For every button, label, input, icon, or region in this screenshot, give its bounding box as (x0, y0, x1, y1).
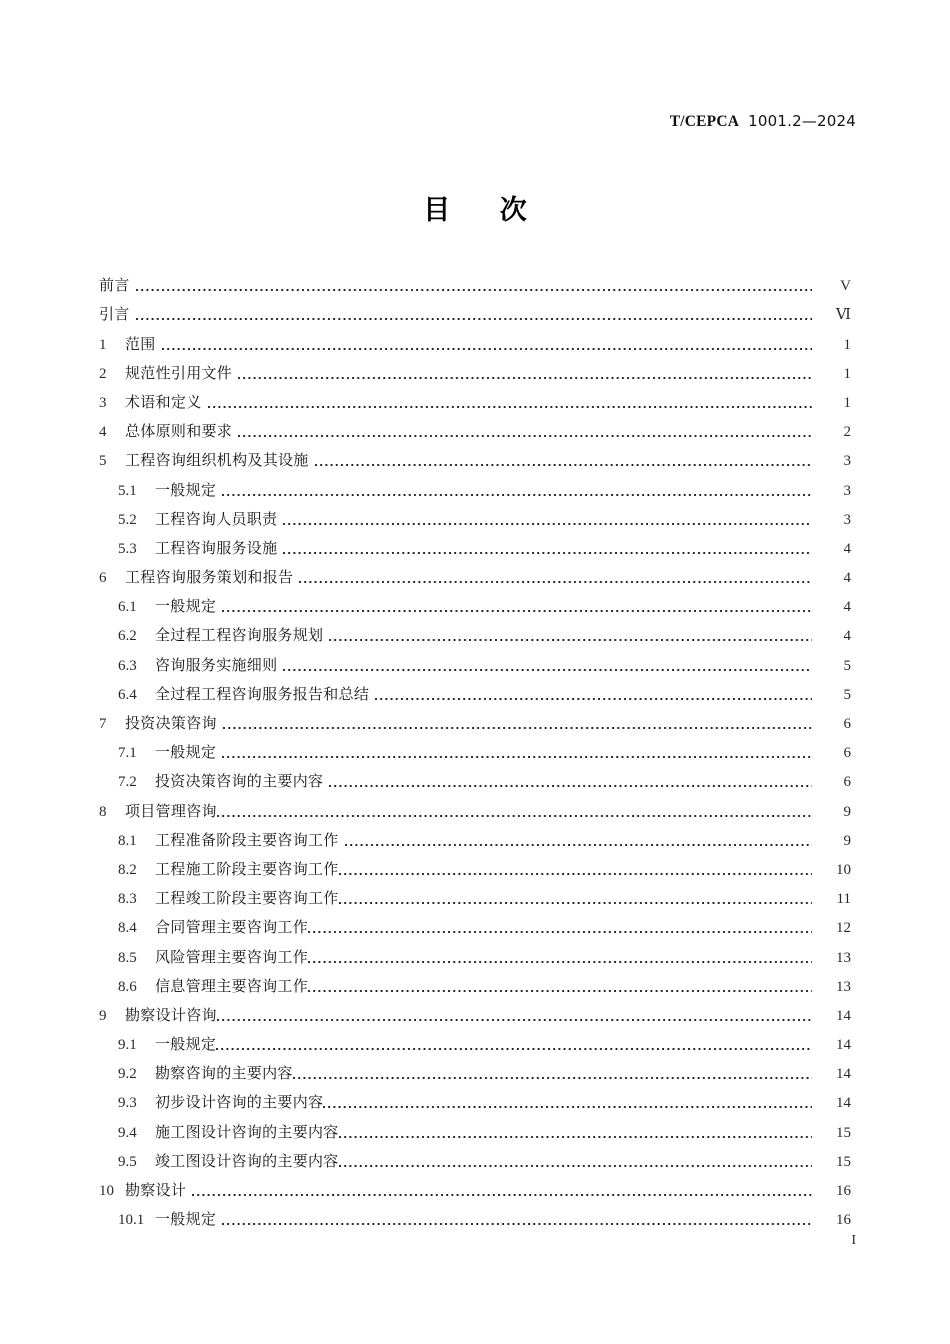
toc-entry-number: 6.2 (118, 628, 137, 645)
toc-entry-label: 术语和定义 (125, 392, 202, 411)
toc-entry[interactable] (99, 558, 851, 587)
toc-entry-label: 一般规定 (155, 1210, 217, 1229)
toc-entry-page: 4 (843, 599, 851, 616)
toc-dot-leader (323, 1100, 812, 1109)
toc-dot-leader (283, 663, 812, 672)
page-folio: I (851, 1233, 856, 1248)
toc-entry[interactable] (99, 470, 851, 499)
toc-entry-number: 8.2 (118, 861, 137, 878)
toc-dot-leader (238, 371, 812, 380)
toc-dot-leader (216, 1042, 812, 1051)
toc-entry-label: 勘察咨询的主要内容 (155, 1064, 293, 1083)
toc-entry[interactable] (99, 529, 851, 558)
toc-entry-label: 一般规定 (155, 1035, 217, 1054)
toc-entry-number: 9.3 (118, 1095, 137, 1112)
toc-dot-leader (136, 312, 812, 321)
toc-entry-label: 工程准备阶段主要咨询工作 (155, 830, 339, 849)
toc-entry-page: Ⅵ (835, 307, 851, 324)
toc-dot-leader (238, 429, 812, 438)
toc-dot-leader (329, 779, 812, 788)
toc-entry[interactable] (99, 1054, 851, 1083)
toc-entry[interactable] (99, 1025, 851, 1054)
toc-entry-number: 9 (99, 1007, 107, 1024)
toc-entry-page: 14 (836, 1095, 851, 1112)
standard-number: 1001.2—2024 (748, 112, 856, 130)
toc-entry[interactable] (99, 354, 851, 383)
toc-entry-number: 5.2 (118, 511, 137, 528)
toc-entry-label: 一般规定 (155, 597, 217, 616)
toc-entry[interactable] (99, 791, 851, 820)
toc-dot-leader (339, 896, 812, 905)
toc-entry-label: 合同管理主要咨询工作 (155, 918, 309, 937)
toc-entry-page: 6 (843, 774, 851, 791)
toc-entry-number: 6.3 (118, 657, 137, 674)
page-title: 目 次 (423, 195, 547, 226)
toc-entry-label: 工程咨询服务策划和报告 (125, 568, 294, 587)
toc-dot-leader (222, 604, 812, 613)
toc-entry-label: 引言 (99, 305, 130, 324)
toc-entry-label: 范围 (125, 334, 156, 353)
toc-dot-leader (339, 1130, 812, 1139)
toc-entry-label: 全过程工程咨询服务规划 (155, 626, 324, 645)
toc-entry-label: 总体原则和要求 (125, 422, 233, 441)
toc-entry-page: 1 (843, 365, 851, 382)
toc-entry-page: 2 (843, 424, 851, 441)
toc-dot-leader (162, 342, 812, 351)
toc-entry[interactable] (99, 645, 851, 674)
toc-entry-page: 16 (836, 1183, 851, 1199)
toc-entry-number: 8.5 (118, 949, 137, 966)
toc-entry[interactable] (99, 1200, 851, 1229)
toc-entry-label: 投资决策咨询的主要内容 (155, 772, 324, 791)
toc-entry-number: 9.4 (118, 1124, 137, 1141)
toc-entry[interactable] (99, 937, 851, 966)
toc-dot-leader (136, 283, 812, 292)
toc-entry-number: 2 (99, 365, 107, 382)
toc-dot-leader (339, 1159, 812, 1168)
toc-entry-label: 规范性引用文件 (125, 363, 233, 382)
toc-entry-label: 工程咨询组织机构及其设施 (125, 451, 309, 470)
toc-entry[interactable] (99, 383, 851, 412)
toc-entry-page: 5 (843, 657, 851, 674)
toc-dot-leader (222, 1217, 812, 1226)
toc-entry-label: 初步设计咨询的主要内容 (155, 1093, 324, 1112)
toc-entry-label: 信息管理主要咨询工作 (155, 976, 309, 995)
toc-entry-label: 勘察设计 (125, 1181, 187, 1199)
toc-entry-page: 3 (843, 482, 851, 499)
standard-code: T/CEPCA (669, 113, 740, 130)
toc-entry[interactable] (99, 441, 851, 470)
toc-entry[interactable] (99, 879, 851, 908)
toc-entry-label: 全过程工程咨询服务报告和总结 (155, 684, 370, 703)
toc-entry-page: 11 (836, 891, 851, 908)
toc-entry[interactable] (99, 1142, 851, 1171)
running-header (670, 112, 856, 131)
toc-entry-label: 一般规定 (155, 480, 217, 499)
toc-entry-page: 10 (836, 861, 851, 878)
toc-entry-page: 4 (843, 628, 851, 645)
toc-entry-page: 13 (836, 978, 851, 995)
toc-entry-page: 14 (836, 1037, 851, 1054)
toc-entry[interactable] (99, 704, 851, 733)
toc-entry-page: 3 (843, 453, 851, 470)
toc-entry[interactable] (99, 324, 851, 353)
toc-entry-number: 6.1 (118, 599, 137, 616)
toc-dot-leader (217, 1013, 812, 1022)
toc-entry-number: 8.1 (118, 832, 137, 849)
toc-entry[interactable] (99, 500, 851, 529)
toc-entry-label: 竣工图设计咨询的主要内容 (155, 1151, 339, 1170)
toc-dot-leader (208, 400, 812, 409)
toc-entry-page: 12 (836, 920, 851, 937)
toc-entry-number: 8.6 (118, 978, 137, 995)
toc-entry-number: 10 (99, 1183, 114, 1199)
toc-entry-page: 16 (836, 1212, 851, 1229)
toc-entry-page: 4 (843, 540, 851, 557)
toc-entry[interactable] (99, 587, 851, 616)
toc-entry-label: 咨询服务实施细则 (155, 655, 278, 674)
toc-entry-page: 14 (836, 1007, 851, 1024)
toc-entry-number: 6 (99, 570, 107, 587)
toc-entry-number: 5.1 (118, 482, 137, 499)
toc-entry[interactable] (99, 616, 851, 645)
toc-entry[interactable] (99, 1171, 851, 1200)
toc-entry[interactable] (99, 412, 851, 441)
toc-entry[interactable] (99, 1083, 851, 1112)
toc-dot-leader (222, 488, 812, 497)
toc-entry-page: 14 (836, 1066, 851, 1083)
toc-entry-page: 6 (843, 745, 851, 762)
toc-entry-page: 4 (843, 570, 851, 587)
toc-entry-label: 工程施工阶段主要咨询工作 (155, 859, 339, 878)
toc-dot-leader (308, 984, 812, 993)
toc-entry-number: 8 (99, 803, 107, 820)
toc-dot-leader (192, 1188, 812, 1197)
table-of-contents (99, 266, 851, 1229)
toc-entry-label: 风险管理主要咨询工作 (155, 947, 309, 966)
toc-entry-page: 15 (836, 1124, 851, 1141)
toc-dot-leader (308, 955, 812, 964)
toc-entry-label: 工程咨询服务设施 (155, 538, 278, 557)
toc-entry-page: 1 (843, 394, 851, 411)
toc-entry-label: 工程咨询人员职责 (155, 509, 278, 528)
toc-entry-label: 项目管理咨询 (125, 801, 217, 820)
toc-entry-number: 4 (99, 424, 107, 441)
toc-dot-leader (339, 867, 812, 876)
toc-entry-page: 9 (843, 832, 851, 849)
toc-entry-label: 一般规定 (155, 743, 217, 762)
toc-entry[interactable] (99, 295, 851, 324)
toc-entry[interactable] (99, 996, 851, 1025)
toc-entry[interactable] (99, 762, 851, 791)
toc-dot-leader (315, 458, 812, 467)
toc-entry-page: 3 (843, 511, 851, 528)
toc-dot-leader (222, 750, 812, 759)
toc-entry-label: 勘察设计咨询 (125, 1005, 217, 1024)
toc-entry[interactable] (99, 908, 851, 937)
toc-entry[interactable] (99, 675, 851, 704)
toc-entry-number: 6.4 (118, 686, 137, 703)
toc-entry-number: 5 (99, 453, 107, 470)
toc-entry-number: 7.1 (118, 745, 137, 762)
toc-entry[interactable] (99, 850, 851, 879)
toc-entry-number: 10.1 (118, 1212, 145, 1229)
toc-entry-label: 投资决策咨询 (125, 714, 217, 732)
toc-entry[interactable] (99, 967, 851, 996)
toc-dot-leader (293, 1071, 812, 1080)
toc-entry-number: 9.5 (118, 1153, 137, 1170)
toc-entry-number: 1 (99, 336, 107, 353)
toc-entry[interactable] (99, 1112, 851, 1141)
toc-dot-leader (308, 925, 812, 934)
toc-entry-page: V (840, 278, 851, 295)
toc-dot-leader (375, 692, 812, 701)
toc-dot-leader (283, 517, 812, 526)
toc-entry[interactable] (99, 821, 851, 850)
toc-dot-leader (283, 546, 812, 555)
toc-entry-page: 1 (843, 336, 851, 353)
toc-entry-page: 9 (843, 803, 851, 820)
toc-entry-number: 7.2 (118, 774, 137, 791)
toc-entry-number: 9.2 (118, 1066, 137, 1083)
toc-entry-label: 前言 (99, 276, 130, 295)
toc-dot-leader (223, 721, 812, 730)
toc-entry[interactable] (99, 266, 851, 295)
toc-entry-page: 6 (843, 716, 851, 732)
toc-dot-leader (217, 809, 812, 818)
toc-entry-number: 8.3 (118, 891, 137, 908)
toc-entry-number: 3 (99, 394, 107, 411)
toc-entry-number: 5.3 (118, 540, 137, 557)
toc-entry-number: 7 (99, 716, 107, 732)
toc-entry-page: 15 (836, 1153, 851, 1170)
toc-entry[interactable] (99, 733, 851, 762)
toc-entry-number: 8.4 (118, 920, 137, 937)
toc-dot-leader (329, 633, 812, 642)
toc-entry-label: 施工图设计咨询的主要内容 (155, 1122, 339, 1141)
toc-dot-leader (345, 838, 812, 847)
toc-entry-page: 5 (843, 686, 851, 703)
toc-entry-page: 13 (836, 949, 851, 966)
toc-dot-leader (299, 575, 812, 584)
toc-entry-label: 工程竣工阶段主要咨询工作 (155, 889, 339, 908)
toc-entry-number: 9.1 (118, 1037, 137, 1054)
